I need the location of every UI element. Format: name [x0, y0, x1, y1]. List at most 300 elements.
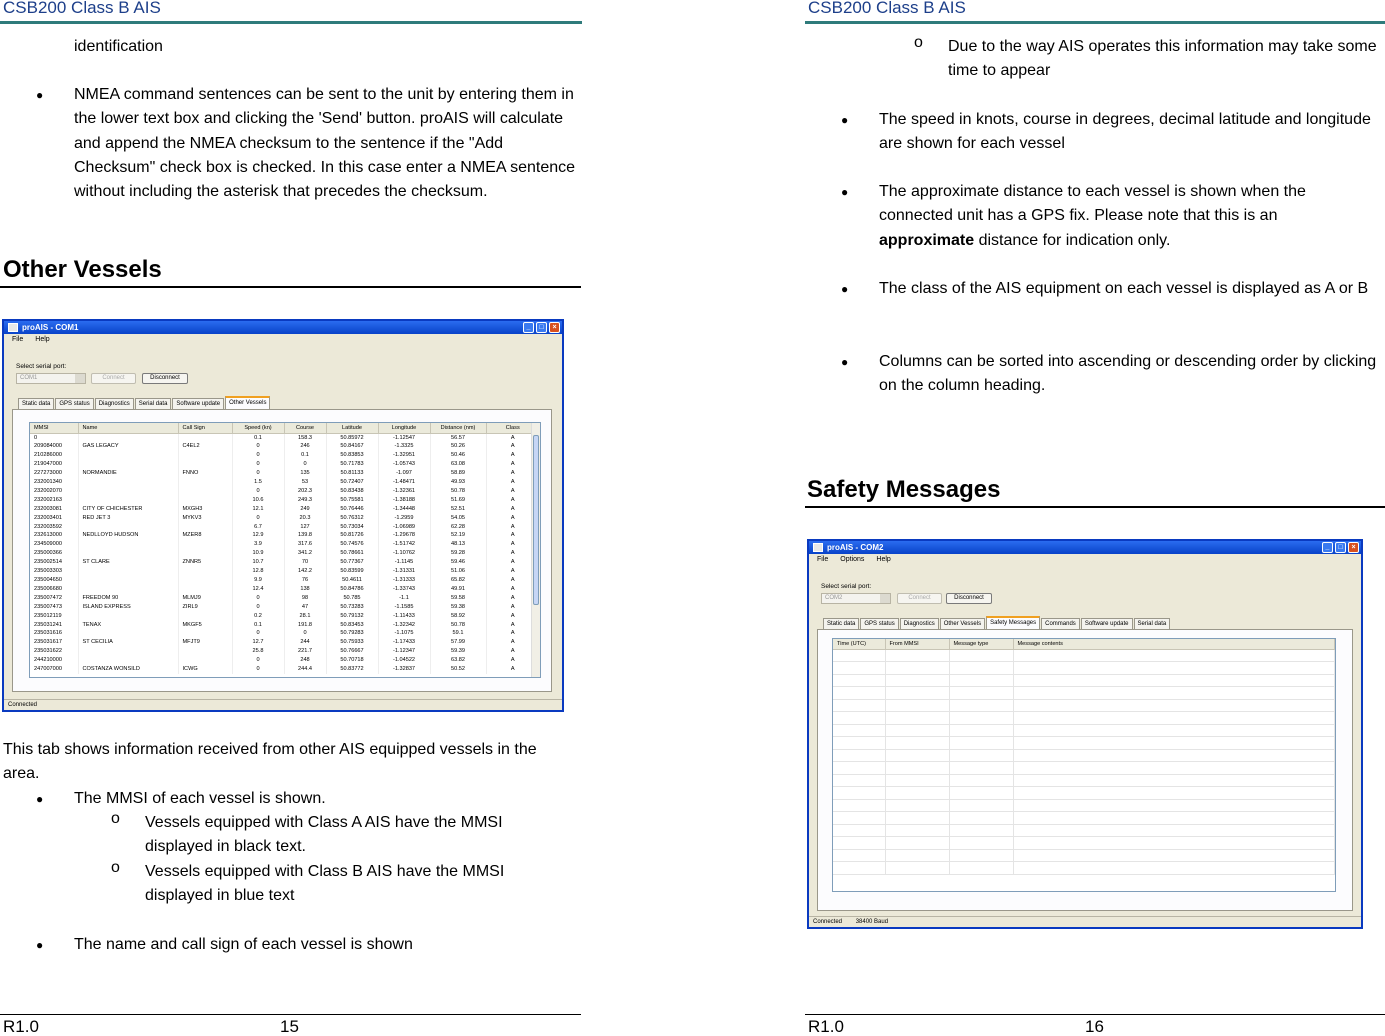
table-cell: 9.9 — [232, 576, 284, 585]
empty-cell — [885, 687, 949, 700]
table-cell: 59.58 — [430, 594, 486, 603]
table-row[interactable] — [30, 621, 540, 630]
table-cell: 12.1 — [232, 505, 284, 514]
table-cell: 59.28 — [430, 549, 486, 558]
table-cell — [178, 460, 232, 469]
table-cell: 0.1 — [232, 433, 284, 442]
table-cell: 0 — [232, 487, 284, 496]
maximize-icon[interactable]: □ — [1335, 542, 1346, 553]
table-row[interactable] — [30, 487, 540, 496]
table-cell: 244210000 — [30, 656, 78, 665]
footer-rule — [805, 1014, 1385, 1015]
table-cell: A — [486, 505, 540, 514]
table-cell: 50.75581 — [326, 496, 378, 505]
window-title: proAIS - COM1 — [22, 323, 79, 332]
table-cell — [78, 523, 178, 532]
table-cell: -1.11433 — [378, 612, 430, 621]
table-cell: 49.91 — [430, 585, 486, 594]
menu-file[interactable]: File — [12, 336, 24, 343]
tab-serial-data[interactable]: Serial data — [1134, 618, 1171, 629]
table-cell: 139.8 — [284, 531, 326, 540]
table-cell: -1.34448 — [378, 505, 430, 514]
table-cell: 50.83438 — [326, 487, 378, 496]
table-cell: 50.73034 — [326, 523, 378, 532]
minimize-icon[interactable]: _ — [523, 322, 534, 333]
table-row[interactable] — [30, 629, 540, 638]
empty-cell — [833, 799, 885, 812]
serial-port-select[interactable] — [821, 593, 891, 604]
empty-cell — [833, 737, 885, 750]
table-row[interactable] — [30, 540, 540, 549]
table-cell — [78, 585, 178, 594]
table-cell: 50.71783 — [326, 460, 378, 469]
empty-cell — [833, 712, 885, 725]
table-cell: -1.10762 — [378, 549, 430, 558]
tab-gps-status[interactable]: GPS status — [55, 398, 93, 409]
table-cell: 6.7 — [232, 523, 284, 532]
table-row[interactable] — [30, 612, 540, 621]
table-cell: ZNNR5 — [178, 558, 232, 567]
scrollbar-thumb[interactable] — [533, 435, 539, 605]
table-cell: 247007000 — [30, 665, 78, 674]
table-cell: A — [486, 558, 540, 567]
table-row[interactable] — [30, 433, 540, 442]
empty-cell — [833, 837, 885, 850]
empty-cell — [949, 699, 1013, 712]
empty-cell — [885, 812, 949, 825]
menu-help[interactable]: Help — [876, 556, 891, 563]
tab-diagnostics[interactable]: Diagnostics — [900, 618, 939, 629]
table-cell: -1.38188 — [378, 496, 430, 505]
table-cell: 232003401 — [30, 514, 78, 523]
col-latitude[interactable]: Latitude — [326, 423, 378, 433]
table-cell: 10.9 — [232, 549, 284, 558]
page-16 — [805, 0, 1385, 1036]
table-row[interactable] — [30, 594, 540, 603]
table-row[interactable] — [30, 523, 540, 532]
heading-rule — [805, 506, 1385, 508]
table-cell: 249.3 — [284, 496, 326, 505]
table-cell: 244.4 — [284, 665, 326, 674]
table-cell: -1.31333 — [378, 576, 430, 585]
table-cell: ICWG — [178, 665, 232, 674]
select-port-label: Select serial port: — [821, 583, 872, 590]
table-cell: 62.28 — [430, 523, 486, 532]
table-cell: A — [486, 496, 540, 505]
table-cell — [178, 487, 232, 496]
table-cell: 209084000 — [30, 442, 78, 451]
table-cell: 232003592 — [30, 523, 78, 532]
table-cell: 54.05 — [430, 514, 486, 523]
table-cell: 50.79132 — [326, 612, 378, 621]
table-cell: CITY OF CHICHESTER — [78, 505, 178, 514]
table-cell: 50.83772 — [326, 665, 378, 674]
table-cell — [178, 576, 232, 585]
minimize-icon[interactable]: _ — [1322, 542, 1333, 553]
table-cell: -1.32951 — [378, 451, 430, 460]
empty-cell — [833, 812, 885, 825]
empty-cell — [833, 787, 885, 800]
tab-gps-status[interactable]: GPS status — [860, 618, 898, 629]
table-cell: 0 — [232, 442, 284, 451]
menu-bar — [4, 334, 562, 346]
tab-static-data[interactable]: Static data — [823, 618, 859, 629]
select-port-label: Select serial port: — [16, 363, 67, 370]
sub-class-a-text: Vessels equipped with Class A AIS have the MMSI displayed in black text. — [145, 814, 503, 856]
table-cell: 10.7 — [232, 558, 284, 567]
table-cell — [78, 612, 178, 621]
col-message-contents[interactable]: Message contents — [1013, 639, 1335, 649]
empty-cell — [949, 774, 1013, 787]
table-cell: 235004650 — [30, 576, 78, 585]
menu-options[interactable]: Options — [840, 556, 865, 563]
table-cell: 0.1 — [232, 621, 284, 630]
empty-cell — [949, 849, 1013, 862]
table-row[interactable] — [30, 656, 540, 665]
table-cell: -1.05743 — [378, 460, 430, 469]
empty-cell — [885, 649, 949, 662]
table-cell — [78, 576, 178, 585]
tab-other-vessels[interactable]: Other Vessels — [940, 618, 985, 629]
table-cell: 50.83853 — [326, 451, 378, 460]
empty-cell — [885, 774, 949, 787]
connect-button[interactable]: Connect — [897, 593, 942, 604]
table-cell: NORMANDIE — [78, 469, 178, 478]
table-row[interactable] — [30, 638, 540, 647]
window-titlebar — [809, 541, 1361, 554]
table-cell: 191.8 — [284, 621, 326, 630]
close-icon[interactable]: × — [1348, 542, 1359, 553]
table-row[interactable] — [30, 451, 540, 460]
empty-cell — [1013, 737, 1335, 750]
bullet-speed-text: The speed in knots, course in degrees, decimal latitude and longitude are shown for each vessel — [879, 111, 1371, 153]
col-name[interactable]: Name — [78, 423, 178, 433]
chevron-down-icon — [75, 374, 85, 383]
table-cell: 221.7 — [284, 647, 326, 656]
table-row[interactable] — [30, 478, 540, 487]
table-cell — [178, 612, 232, 621]
table-cell: -1.04522 — [378, 656, 430, 665]
table-cell: 58.92 — [430, 612, 486, 621]
table-cell: MYKV3 — [178, 514, 232, 523]
table-cell: -1.32837 — [378, 665, 430, 674]
table-cell: 50.83599 — [326, 567, 378, 576]
empty-cell — [885, 749, 949, 762]
col-message-type[interactable]: Message type — [949, 639, 1013, 649]
table-cell — [178, 478, 232, 487]
empty-cell — [885, 799, 949, 812]
table-cell: -1.32342 — [378, 621, 430, 630]
table-cell: 51.69 — [430, 496, 486, 505]
table-cell: A — [486, 549, 540, 558]
table-cell: ST CLARE — [78, 558, 178, 567]
tab-software-update[interactable]: Software update — [172, 398, 224, 409]
table-cell: 0 — [232, 594, 284, 603]
table-cell — [78, 567, 178, 576]
grid-scrollbar[interactable] — [531, 423, 540, 677]
tab-commands[interactable]: Commands — [1041, 618, 1080, 629]
table-cell: 0.2 — [232, 612, 284, 621]
table-cell: 158.3 — [284, 433, 326, 442]
empty-cell — [1013, 862, 1335, 875]
table-cell: 235000366 — [30, 549, 78, 558]
table-cell — [178, 567, 232, 576]
table-cell: 12.7 — [232, 638, 284, 647]
empty-cell — [949, 799, 1013, 812]
distance-text-pre: The approximate distance to each vessel is shown when the connected unit has a GPS fix. Please note that this is an — [879, 183, 1306, 225]
empty-cell — [833, 862, 885, 875]
bullet-dot: ● — [36, 938, 44, 952]
menu-file[interactable]: File — [817, 556, 829, 563]
table-cell: 0 — [232, 656, 284, 665]
tab-serial-data[interactable]: Serial data — [135, 398, 172, 409]
empty-cell — [949, 674, 1013, 687]
col-longitude[interactable]: Longitude — [378, 423, 430, 433]
heading-safety-messages: Safety Messages — [807, 476, 1001, 503]
page-header-title: CSB200 Class B AIS — [3, 0, 161, 17]
table-cell: 235012119 — [30, 612, 78, 621]
table-cell: 50.73283 — [326, 603, 378, 612]
empty-row — [833, 649, 1335, 662]
empty-cell — [949, 812, 1013, 825]
col-mmsi[interactable]: MMSI — [30, 423, 78, 433]
table-cell: 25.8 — [232, 647, 284, 656]
table-row[interactable] — [30, 549, 540, 558]
table-cell: 0 — [232, 665, 284, 674]
table-cell: MZER8 — [178, 531, 232, 540]
bullet-dot: ● — [841, 282, 849, 296]
table-cell: 12.4 — [232, 585, 284, 594]
empty-cell — [1013, 749, 1335, 762]
empty-cell — [885, 849, 949, 862]
table-cell: 234509000 — [30, 540, 78, 549]
table-cell: 98 — [284, 594, 326, 603]
distance-text-bold: approximate — [879, 231, 975, 249]
table-row[interactable] — [30, 505, 540, 514]
table-cell: 50.85972 — [326, 433, 378, 442]
table-cell: -1.29678 — [378, 531, 430, 540]
empty-row — [833, 662, 1335, 675]
serial-port-select[interactable] — [16, 373, 86, 384]
table-cell: 49.93 — [430, 478, 486, 487]
footer-revision: R1.0 — [808, 1017, 844, 1036]
table-row[interactable] — [30, 469, 540, 478]
empty-cell — [949, 712, 1013, 725]
table-row[interactable] — [30, 603, 540, 612]
empty-cell — [1013, 774, 1335, 787]
table-cell: 232002070 — [30, 487, 78, 496]
disconnect-button[interactable]: Disconnect — [946, 593, 992, 604]
table-cell: 127 — [284, 523, 326, 532]
col-course[interactable]: Course — [284, 423, 326, 433]
table-cell: -1.31331 — [378, 567, 430, 576]
table-cell: 10.6 — [232, 496, 284, 505]
vessels-grid[interactable] — [29, 422, 541, 678]
close-icon[interactable]: × — [549, 322, 560, 333]
table-row[interactable] — [30, 496, 540, 505]
table-cell: A — [486, 656, 540, 665]
table-cell: 235002514 — [30, 558, 78, 567]
table-cell: MFJT9 — [178, 638, 232, 647]
table-cell: 0 — [284, 460, 326, 469]
table-row[interactable] — [30, 531, 540, 540]
tab-static-data[interactable]: Static data — [18, 398, 54, 409]
table-cell: A — [486, 629, 540, 638]
table-cell: -1.097 — [378, 469, 430, 478]
table-cell: ZIRL9 — [178, 603, 232, 612]
table-cell: 235003303 — [30, 567, 78, 576]
table-cell — [78, 460, 178, 469]
table-cell: 63.82 — [430, 656, 486, 665]
col-class[interactable]: Class — [486, 423, 540, 433]
empty-row — [833, 687, 1335, 700]
table-cell: 63.08 — [430, 460, 486, 469]
empty-row — [833, 862, 1335, 875]
status-baud: 38400 Baud — [855, 919, 889, 925]
table-cell: 0.1 — [284, 451, 326, 460]
connect-button[interactable]: Connect — [91, 373, 136, 384]
table-cell: 235007472 — [30, 594, 78, 603]
table-cell: MXGH3 — [178, 505, 232, 514]
table-cell — [78, 451, 178, 460]
table-cell — [78, 549, 178, 558]
table-cell: 53 — [284, 478, 326, 487]
table-row[interactable] — [30, 514, 540, 523]
col-speed[interactable]: Speed (kn) — [232, 423, 284, 433]
table-cell — [178, 656, 232, 665]
table-cell — [78, 656, 178, 665]
table-cell: 235031241 — [30, 621, 78, 630]
app-icon — [813, 543, 823, 552]
col-time-utc[interactable]: Time (UTC) — [833, 639, 885, 649]
empty-cell — [1013, 824, 1335, 837]
grid-header-row — [833, 639, 1335, 649]
heading-rule — [0, 286, 581, 288]
serial-port-value: COM1 — [20, 375, 38, 381]
table-cell: 70 — [284, 558, 326, 567]
col-distance[interactable]: Distance (nm) — [430, 423, 486, 433]
table-cell: 0 — [284, 629, 326, 638]
bullet-dot: ● — [36, 792, 44, 806]
empty-row — [833, 837, 1335, 850]
table-cell: A — [486, 442, 540, 451]
table-cell: 50.83453 — [326, 621, 378, 630]
table-cell — [78, 433, 178, 442]
footer-rule — [0, 1014, 581, 1015]
empty-row — [833, 762, 1335, 775]
empty-row — [833, 824, 1335, 837]
page-header-title: CSB200 Class B AIS — [808, 0, 966, 17]
grid-header-row — [30, 423, 540, 433]
disconnect-button[interactable]: Disconnect — [142, 373, 188, 384]
table-cell — [178, 585, 232, 594]
menu-help[interactable]: Help — [35, 336, 50, 343]
table-row[interactable] — [30, 558, 540, 567]
empty-cell — [949, 824, 1013, 837]
empty-row — [833, 724, 1335, 737]
distance-text-post: distance for indication only. — [978, 231, 1171, 249]
table-cell: 59.1 — [430, 629, 486, 638]
tab-software-update[interactable]: Software update — [1081, 618, 1133, 629]
empty-cell — [1013, 799, 1335, 812]
table-cell: 202.3 — [284, 487, 326, 496]
empty-row — [833, 787, 1335, 800]
table-cell: 50.84786 — [326, 585, 378, 594]
maximize-icon[interactable]: □ — [536, 322, 547, 333]
table-cell: A — [486, 478, 540, 487]
table-cell — [178, 647, 232, 656]
empty-cell — [1013, 762, 1335, 775]
table-cell: A — [486, 540, 540, 549]
safety-messages-grid[interactable] — [832, 638, 1336, 892]
table-row[interactable] — [30, 665, 540, 674]
sub-bullet-marker: o — [914, 34, 923, 51]
table-cell: 52.51 — [430, 505, 486, 514]
table-cell: RED JET 3 — [78, 514, 178, 523]
table-cell — [178, 523, 232, 532]
empty-cell — [885, 662, 949, 675]
table-cell: A — [486, 531, 540, 540]
table-cell: 12.8 — [232, 567, 284, 576]
empty-row — [833, 749, 1335, 762]
tab-safety-messages[interactable]: Safety Messages — [986, 616, 1040, 629]
empty-cell — [833, 849, 885, 862]
heading-other-vessels: Other Vessels — [3, 256, 162, 283]
empty-cell — [1013, 837, 1335, 850]
tab-other-vessels[interactable]: Other Vessels — [225, 396, 270, 409]
empty-cell — [885, 837, 949, 850]
col-call-sign[interactable]: Call Sign — [178, 423, 232, 433]
empty-row — [833, 712, 1335, 725]
table-cell: 50.4611 — [326, 576, 378, 585]
table-cell: A — [486, 469, 540, 478]
status-bar: Connected — [4, 699, 562, 710]
table-row[interactable] — [30, 460, 540, 469]
table-cell: 235031617 — [30, 638, 78, 647]
table-cell: 50.26 — [430, 442, 486, 451]
empty-cell — [949, 687, 1013, 700]
empty-cell — [833, 699, 885, 712]
table-cell: 235007473 — [30, 603, 78, 612]
status-connected: Connected — [813, 919, 843, 925]
table-cell: 50.70718 — [326, 656, 378, 665]
table-row[interactable] — [30, 585, 540, 594]
table-cell: A — [486, 612, 540, 621]
table-cell: -1.12547 — [378, 433, 430, 442]
table-cell: A — [486, 433, 540, 442]
table-row[interactable] — [30, 442, 540, 451]
table-row[interactable] — [30, 567, 540, 576]
empty-cell — [949, 749, 1013, 762]
table-cell: -1.2959 — [378, 514, 430, 523]
table-cell: 235031622 — [30, 647, 78, 656]
tab-bar — [18, 398, 270, 409]
table-cell: FREEDOM 90 — [78, 594, 178, 603]
table-cell: 50.76446 — [326, 505, 378, 514]
table-cell: 50.77367 — [326, 558, 378, 567]
menu-bar — [809, 554, 1361, 566]
table-cell: 59.38 — [430, 603, 486, 612]
table-cell — [178, 629, 232, 638]
table-row[interactable] — [30, 576, 540, 585]
col-from-mmsi[interactable]: From MMSI — [885, 639, 949, 649]
table-cell: 50.78 — [430, 487, 486, 496]
table-cell: 235031616 — [30, 629, 78, 638]
table-row[interactable] — [30, 647, 540, 656]
table-cell — [78, 487, 178, 496]
tab-diagnostics[interactable]: Diagnostics — [95, 398, 134, 409]
table-cell: 56.57 — [430, 433, 486, 442]
